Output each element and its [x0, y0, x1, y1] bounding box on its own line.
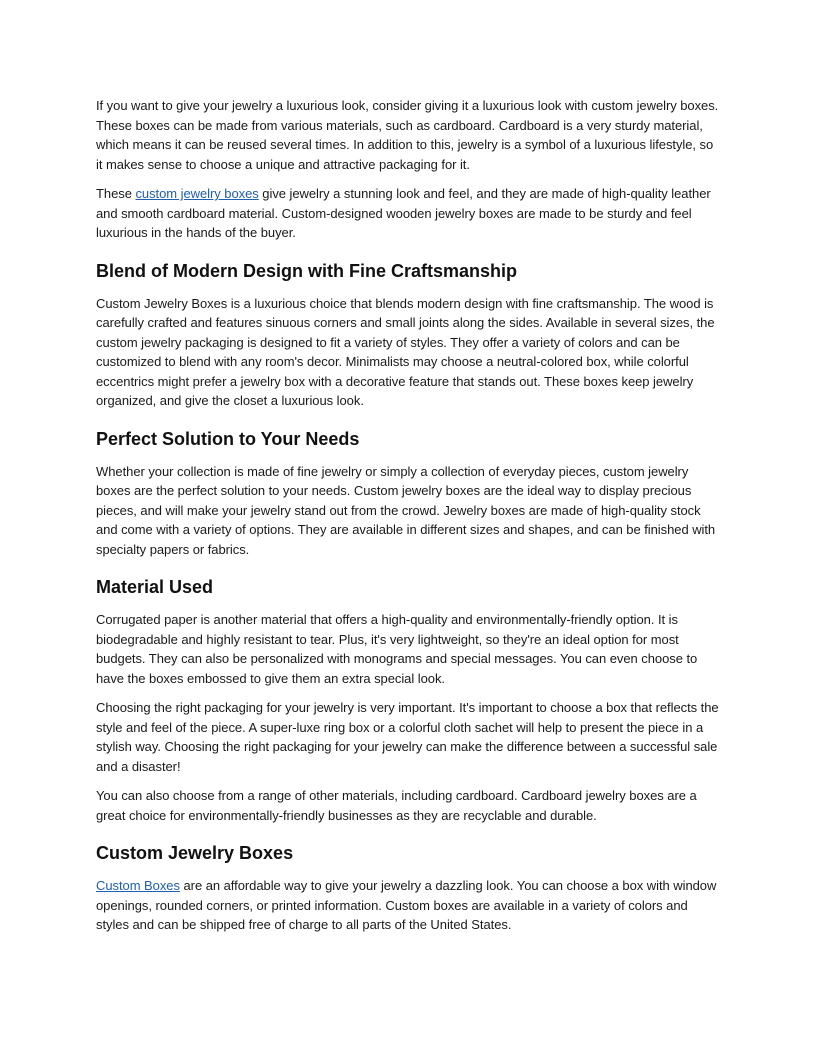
intro-paragraph-2 — [96, 184, 722, 243]
blend-paragraph: Custom Jewelry Boxes is a luxurious choice that blends modern design with fine craftsmanship. The wood is carefully crafted and features sinuous corners and small joints along the sides. Available in several sizes, the custom jewelry packaging is designed to fit a variety of styles. They offer a variety of colors and can be customized to blend with any room's decor. Minimalists may choose a neutral-colored box, while colorful eccentrics might prefer a jewelry box with a decorative feature that stands out. These boxes keep jewelry organized, and give the closet a luxurious look. — [96, 295, 715, 408]
heading-blend-modern-design: Blend of Modern Design with Fine Craftsmanship — [96, 260, 518, 281]
custom-paragraph — [96, 876, 722, 935]
heading-material-used: Material Used — [96, 577, 214, 597]
custom-jewelry-boxes-link[interactable]: custom jewelry boxes — [135, 186, 259, 201]
solution-paragraph: Whether your collection is made of fine jewelry or simply a collection of everyday pieces, custom jewelry boxes are the perfect solution to your needs. Custom jewelry boxes are the ideal way to display precious pieces, and will make your jewelry stand out from the crowd. Jewelry boxes are made of high-quality stock and come with a variety of options. They are available in different sizes and shapes, and can be finished with specialty papers or fabrics. — [96, 463, 716, 557]
heading-custom-jewelry-boxes: Custom Jewelry Boxes — [96, 843, 294, 863]
intro-paragraph-1: If you want to give your jewelry a luxurious look, consider giving it a luxurious look with custom jewelry boxes. These boxes can be made from various materials, such as cardboard. Cardboard is a very sturdy material, which means it can be reused several times. In addition to this, jewelry is a symbol of a luxurious lifestyle, so it makes sense to choose a unique and attractive packaging for it. — [96, 98, 719, 172]
intro-paragraph-2-lead: These — [96, 186, 136, 201]
document-page — [96, 96, 722, 945]
heading-perfect-solution: Perfect Solution to Your Needs — [96, 428, 360, 449]
material-paragraph-3: You can also choose from a range of other materials, including cardboard. Cardboard jewelry boxes are a great choice for environmentally-friendly businesses as they are recyclable and durable. — [96, 788, 697, 823]
material-paragraph-1: Corrugated paper is another material that offers a high-quality and environmentally-friendly option. It is biodegradable and highly resistant to tear. Plus, it's very lightweight, so they're an ideal option for most budgets. They can also be personalized with monograms and special messages. You can even choose to have the boxes embossed to give them an extra special look. — [96, 612, 698, 686]
intro-paragraph-2-rest: give jewelry a stunning look and feel, and they are made of high-quality leather and smooth cardboard material. Custom-designed wooden jewelry boxes are made to be sturdy and feel luxurious in the hands of the buyer. — [96, 186, 711, 240]
custom-boxes-link[interactable]: Custom Boxes — [96, 878, 180, 893]
custom-paragraph-rest: are an affordable way to give your jewelry a dazzling look. You can choose a box with window openings, rounded corners, or printed information. Custom boxes are available in a variety of colors and styles and can be shipped free of charge to all parts of the United States. — [96, 878, 717, 932]
material-paragraph-2: Choosing the right packaging for your jewelry is very important. It's important to choose a box that reflects the style and feel of the piece. A super-luxe ring box or a colorful cloth sachet will help to present the piece in a stylish way. Choosing the right packaging for your jewelry can make the difference between a successful sale and a disaster! — [96, 700, 719, 774]
